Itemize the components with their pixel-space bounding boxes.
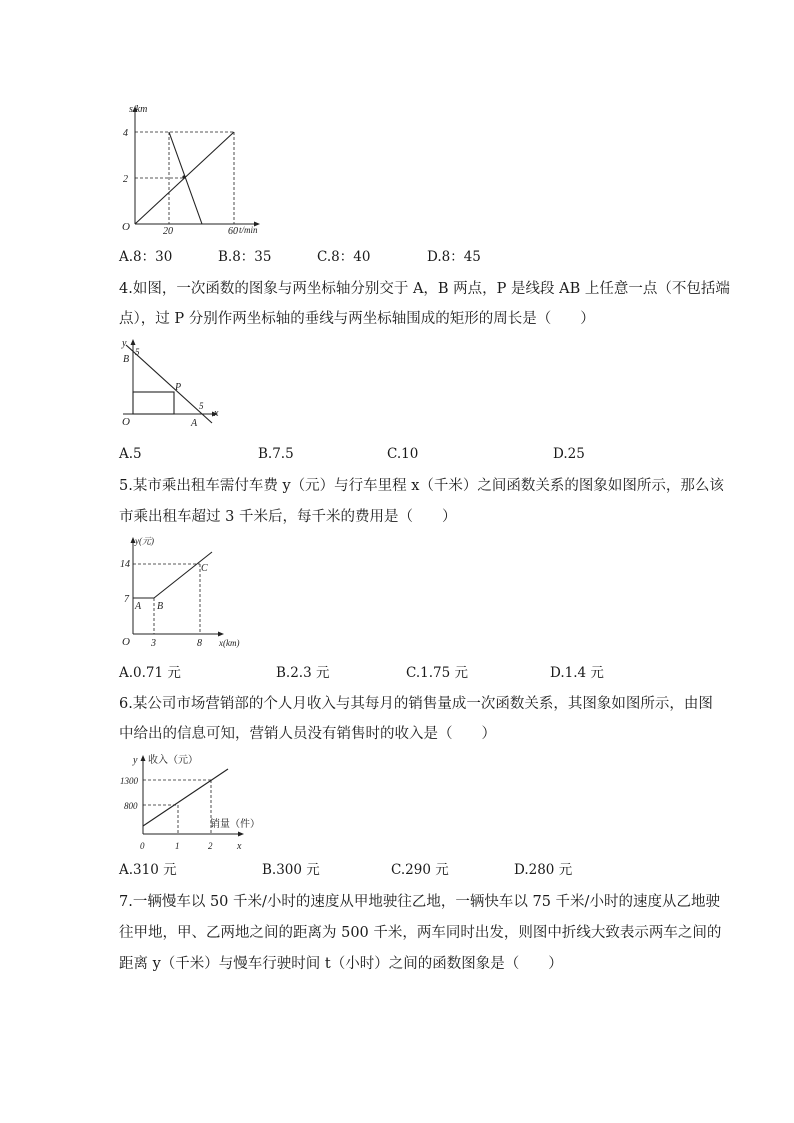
point-a-label: A — [191, 418, 198, 429]
y-tick-2: 2 — [123, 174, 128, 185]
y-tick-14: 14 — [120, 559, 130, 570]
q3-option-d[interactable]: D.8：45 — [427, 249, 481, 265]
x-tick-3: 3 — [151, 638, 156, 649]
q4-text-line2: 点），过 P 分别作两坐标轴的垂线与两坐标轴围成的矩形的周长是（ ） — [119, 311, 595, 327]
q5-option-d[interactable]: D.1.4 元 — [550, 665, 604, 681]
x-axis-arrow-icon — [238, 832, 244, 837]
figure-q6-income — [118, 750, 278, 854]
point-b-label: B — [157, 601, 164, 612]
q4-options — [119, 445, 719, 463]
point-a-label: A — [135, 601, 142, 612]
q7-text-line1: 7.一辆慢车以 50 千米/小时的速度从甲地驶往乙地，一辆快车以 75 千米/小时的速度从乙地驶 — [119, 894, 720, 910]
q3-option-b[interactable]: B.8：35 — [218, 249, 272, 265]
q4-option-c[interactable]: C.10 — [387, 446, 419, 462]
q6-text-line2: 中给出的信息可知，营销人员没有销售时的收入是（ ） — [119, 726, 496, 742]
y-axis-label: 收入（元） — [148, 755, 198, 766]
q6-text-line1: 6.某公司市场营销部的个人月收入与其每月的销售量成一次函数关系，其图象如图所示，由图 — [119, 696, 713, 712]
q6-option-b[interactable]: B.300 元 — [262, 862, 320, 878]
y-axis-arrow-icon — [141, 755, 146, 761]
figure-q5-taxi — [118, 534, 248, 652]
y-tick-800: 800 — [124, 801, 138, 811]
x-axis-arrow-icon — [218, 632, 224, 637]
x-axis-label: x(km) — [219, 638, 240, 648]
origin-label: O — [122, 221, 130, 233]
y-label: y — [122, 338, 127, 349]
origin-label: O — [122, 636, 130, 648]
q5-option-a[interactable]: A.0.71 元 — [119, 665, 181, 681]
q5-text-line2: 市乘出租车超过 3 千米后，每千米的费用是（ ） — [119, 509, 457, 525]
q5-options — [119, 664, 719, 682]
q4-option-a[interactable]: A.5 — [119, 446, 142, 462]
y-tick-4: 4 — [123, 128, 128, 139]
figure-q4-linear — [118, 336, 228, 430]
q6-options — [119, 861, 719, 879]
q5-option-c[interactable]: C.1.75 元 — [406, 665, 468, 681]
y-tick-7: 7 — [124, 594, 129, 605]
origin-label: O — [122, 416, 130, 428]
q3-option-c[interactable]: C.8：40 — [317, 249, 371, 265]
q6-option-d[interactable]: D.280 元 — [514, 862, 573, 878]
figure-distance-time — [118, 100, 268, 235]
q4-text-line1: 4.如图，一次函数的图象与两坐标轴分别交于 A，B 两点，P 是线段 AB 上任意一点（不包括端 — [119, 281, 730, 297]
point-c-label: C — [201, 563, 208, 574]
x-intercept-label: 5 — [199, 401, 204, 411]
x-tick-8: 8 — [197, 638, 202, 649]
q7-text-line2: 往甲地，甲、乙两地之间的距离为 500 千米，两车同时出发，则图中折线大致表示两车之间的 — [119, 925, 722, 941]
q6-option-c[interactable]: C.290 元 — [391, 862, 449, 878]
q4-option-d[interactable]: D.25 — [553, 446, 585, 462]
q3-option-a[interactable]: A.8：30 — [119, 249, 173, 265]
y-axis-arrow-icon — [131, 339, 136, 345]
point-p-label: P — [175, 382, 182, 393]
y-axis-label: s/km — [129, 104, 148, 115]
q5-text-line1: 5.某市乘出租车需付车费 y（元）与行车里程 x（千米）之间函数关系的图象如图所示，那么该 — [119, 478, 724, 494]
q4-option-b[interactable]: B.7.5 — [258, 446, 294, 462]
intersection-point — [182, 175, 185, 178]
rectangle-p — [133, 392, 174, 414]
line-fast — [169, 132, 202, 224]
q5-option-b[interactable]: B.2.3 元 — [276, 665, 330, 681]
x-label: x — [214, 408, 219, 419]
y-intercept-label: 5 — [135, 347, 140, 357]
y-label: y — [133, 755, 138, 766]
y-tick-1300: 1300 — [120, 776, 138, 786]
point-b-label: B — [123, 354, 130, 365]
x-tick-2: 2 — [208, 841, 213, 851]
x-axis-label: 销量（件） — [210, 819, 260, 830]
q6-option-a[interactable]: A.310 元 — [119, 862, 177, 878]
x-axis-label: t/min — [239, 225, 258, 235]
x-tick-20: 20 — [163, 226, 173, 235]
x-tick-0: 0 — [140, 841, 145, 851]
y-axis-label: y(元) — [135, 536, 154, 546]
x-tick-1: 1 — [175, 841, 180, 851]
income-line — [143, 769, 228, 826]
x-label: x — [237, 841, 242, 852]
q3-options — [119, 248, 719, 266]
q7-text-line3: 距离 y（千米）与慢车行驶时间 t（小时）之间的函数图象是（ ） — [119, 956, 563, 972]
x-tick-60: 60 — [228, 226, 238, 235]
